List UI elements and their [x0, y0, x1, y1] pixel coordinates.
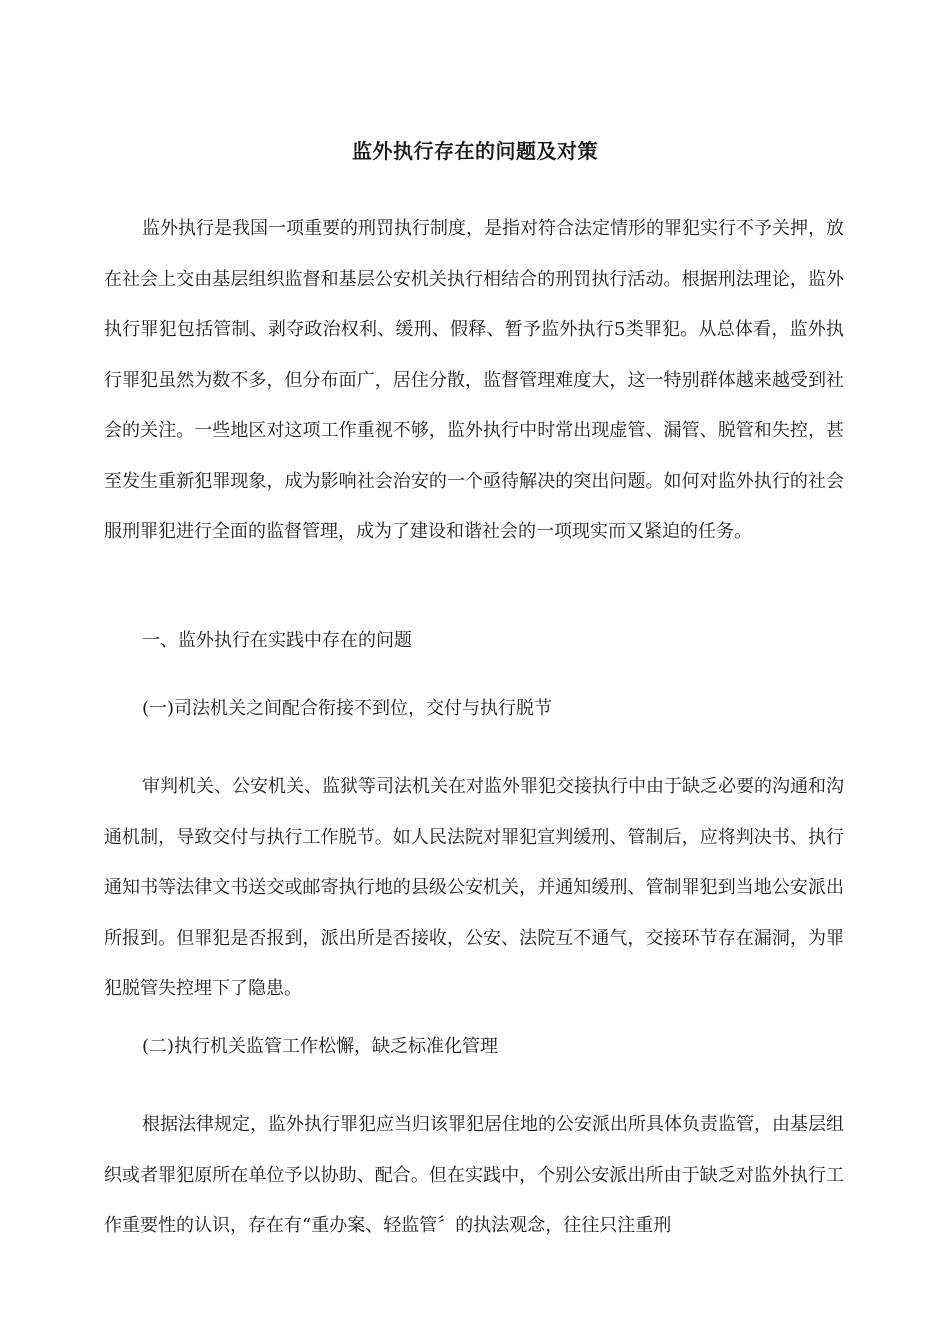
paragraph-intro: 监外执行是我国一项重要的刑罚执行制度，是指对符合法定情形的罪犯实行不予关押，放在社会上交由基层组织监督和基层公安机关执行相结合的刑罚执行活动。根据刑法理论，监外执行罪犯包括管制、剥夺政治权利、缓刑、假释、暂予监外执行5类罪犯。从总体看，监外执行罪犯虽然为数不多，但分布面广，居住分散，监督管理难度大，这一特别群体越来越受到社会的关注。一些地区对这项工作重视不够，监外执行中时常出现虚管、漏管、脱管和失控，甚至发生重新犯罪现象，成为影响社会治安的一个亟待解决的突出问题。如何对监外执行的社会服刑罪犯进行全面的监督管理，成为了建设和谐社会的一项现实而又紧迫的任务。	[104, 218, 844, 542]
document-title: 监外执行存在的问题及对策	[352, 139, 598, 164]
paragraph-supervision: 根据法律规定，监外执行罪犯应当归该罪犯居住地的公安派出所具体负责监管，由基层组织或者罪犯原所在单位予以协助、配合。但在实践中，个别公安派出所由于缺乏对监外执行工作重要性的认识，存在有“重办案、轻监管〞的执法观念，往往只注重刑	[104, 1114, 844, 1236]
subsection-heading-coordination: (一)司法机关之间配合衔接不到位，交付与执行脱节	[142, 698, 553, 719]
section-heading-problems: 一、监外执行在实践中存在的问题	[142, 630, 412, 651]
paragraph-coordination: 审判机关、公安机关、监狱等司法机关在对监外罪犯交接执行中由于缺乏必要的沟通和沟通机制，导致交付与执行工作脱节。如人民法院对罪犯宣判缓刑、管制后，应将判决书、执行通知书等法律文书送交或邮寄执行地的县级公安机关，并通知缓刑、管制罪犯到当地公安派出所报到。但罪犯是否报到，派出所是否接收，公安、法院互不通气，交接环节存在漏洞，为罪犯脱管失控埋下了隐患。	[104, 776, 844, 999]
subsection-heading-supervision: (二)执行机关监管工作松懈，缺乏标准化管理	[142, 1036, 499, 1057]
